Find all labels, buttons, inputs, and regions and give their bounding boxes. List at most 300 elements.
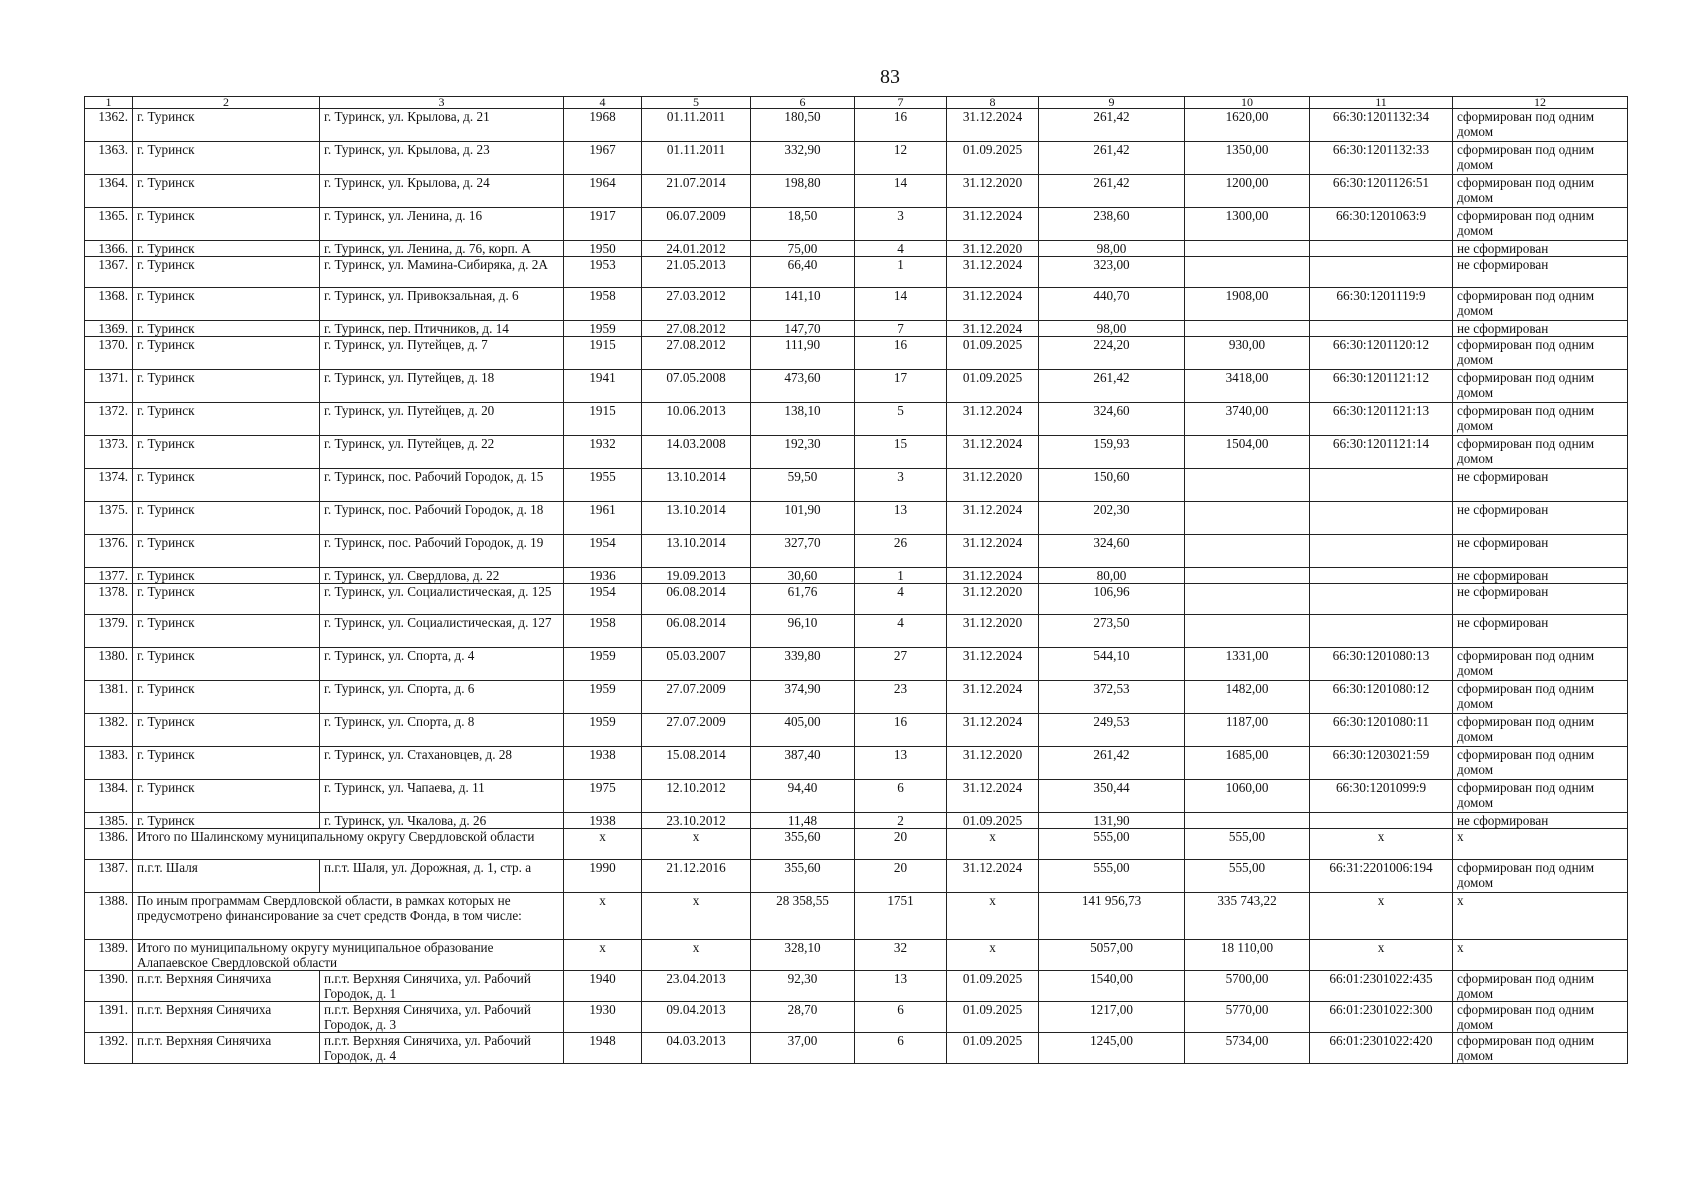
table-row (85, 502, 1628, 535)
value-10-cell: 930,00 (1185, 337, 1310, 370)
value-10-cell (1185, 615, 1310, 648)
cadastral-number-cell: 66:30:1201120:12 (1310, 337, 1453, 370)
area-cell: 61,76 (751, 584, 855, 615)
date-cell: 21.12.2016 (642, 860, 751, 893)
residents-cell: 16 (855, 109, 947, 142)
address-cell: г. Туринск, ул. Мамина-Сибиряка, д. 2А (320, 257, 564, 288)
value-9-cell: 150,60 (1039, 469, 1185, 502)
value-10-cell (1185, 584, 1310, 615)
value-10-cell: 5770,00 (1185, 1002, 1310, 1033)
year-cell: 1959 (564, 714, 642, 747)
year-cell: 1954 (564, 535, 642, 568)
year-cell: 1938 (564, 747, 642, 780)
row-number-cell: 1377. (85, 568, 133, 584)
row-number-cell: 1391. (85, 1002, 133, 1033)
cadastral-number-cell: 66:30:1201080:12 (1310, 681, 1453, 714)
residents-cell: 7 (855, 321, 947, 337)
row-number-cell: 1373. (85, 436, 133, 469)
residents-cell: 4 (855, 241, 947, 257)
value-9-cell: 261,42 (1039, 747, 1185, 780)
housing-register-table (84, 96, 1628, 1064)
table-row (85, 714, 1628, 747)
column-header: 6 (751, 97, 855, 109)
residents-cell: 17 (855, 370, 947, 403)
residents-cell: 15 (855, 436, 947, 469)
status-cell: сформирован под одним домом (1453, 109, 1628, 142)
deadline-cell: x (947, 829, 1039, 860)
row-number-cell: 1376. (85, 535, 133, 568)
table-row (85, 1002, 1628, 1033)
row-number-cell: 1389. (85, 940, 133, 971)
value-10-cell: 555,00 (1185, 829, 1310, 860)
deadline-cell: 01.09.2025 (947, 370, 1039, 403)
residents-cell: 4 (855, 584, 947, 615)
row-number-cell: 1378. (85, 584, 133, 615)
value-10-cell: 18 110,00 (1185, 940, 1310, 971)
year-cell: 1936 (564, 568, 642, 584)
cadastral-number-cell (1310, 469, 1453, 502)
locality-cell: п.г.т. Верхняя Синячиха (133, 971, 320, 1002)
value-9-cell: 261,42 (1039, 109, 1185, 142)
row-number-cell: 1371. (85, 370, 133, 403)
date-cell: 23.10.2012 (642, 813, 751, 829)
area-cell: 111,90 (751, 337, 855, 370)
status-cell: сформирован под одним домом (1453, 142, 1628, 175)
address-cell: г. Туринск, пер. Птичников, д. 14 (320, 321, 564, 337)
locality-cell: г. Туринск (133, 321, 320, 337)
cadastral-number-cell: 66:01:2301022:300 (1310, 1002, 1453, 1033)
value-9-cell: 5057,00 (1039, 940, 1185, 971)
value-10-cell (1185, 257, 1310, 288)
locality-cell: г. Туринск (133, 681, 320, 714)
row-number-cell: 1372. (85, 403, 133, 436)
date-cell: 04.03.2013 (642, 1033, 751, 1064)
residents-cell: 4 (855, 615, 947, 648)
address-cell: г. Туринск, ул. Крылова, д. 21 (320, 109, 564, 142)
value-9-cell: 555,00 (1039, 829, 1185, 860)
date-cell: 07.05.2008 (642, 370, 751, 403)
value-9-cell: 324,60 (1039, 403, 1185, 436)
row-number-cell: 1375. (85, 502, 133, 535)
deadline-cell: 31.12.2024 (947, 321, 1039, 337)
row-number-cell: 1370. (85, 337, 133, 370)
locality-cell: г. Туринск (133, 142, 320, 175)
deadline-cell: 31.12.2020 (947, 469, 1039, 502)
status-cell: сформирован под одним домом (1453, 288, 1628, 321)
address-cell: г. Туринск, ул. Спорта, д. 6 (320, 681, 564, 714)
deadline-cell: 31.12.2024 (947, 535, 1039, 568)
value-9-cell: 80,00 (1039, 568, 1185, 584)
status-cell: сформирован под одним домом (1453, 370, 1628, 403)
table-body (85, 97, 1628, 1064)
area-cell: 328,10 (751, 940, 855, 971)
value-9-cell: 324,60 (1039, 535, 1185, 568)
column-header: 7 (855, 97, 947, 109)
cadastral-number-cell: 66:30:1201121:12 (1310, 370, 1453, 403)
table-row (85, 142, 1628, 175)
deadline-cell: x (947, 940, 1039, 971)
locality-cell: г. Туринск (133, 615, 320, 648)
year-cell: 1917 (564, 208, 642, 241)
row-number-cell: 1369. (85, 321, 133, 337)
residents-cell: 26 (855, 535, 947, 568)
deadline-cell: 01.09.2025 (947, 813, 1039, 829)
row-number-cell: 1383. (85, 747, 133, 780)
residents-cell: 16 (855, 337, 947, 370)
date-cell: 13.10.2014 (642, 469, 751, 502)
table-row (85, 370, 1628, 403)
status-cell: сформирован под одним домом (1453, 1002, 1628, 1033)
locality-cell: г. Туринск (133, 257, 320, 288)
value-10-cell: 1331,00 (1185, 648, 1310, 681)
cadastral-number-cell (1310, 321, 1453, 337)
table-row (85, 241, 1628, 257)
status-cell: сформирован под одним домом (1453, 648, 1628, 681)
status-cell: не сформирован (1453, 321, 1628, 337)
date-cell: 06.08.2014 (642, 615, 751, 648)
deadline-cell: 01.09.2025 (947, 337, 1039, 370)
row-number-cell: 1390. (85, 971, 133, 1002)
row-number-cell: 1368. (85, 288, 133, 321)
residents-cell: 6 (855, 1002, 947, 1033)
table-row (85, 175, 1628, 208)
cadastral-number-cell: x (1310, 940, 1453, 971)
deadline-cell: 31.12.2024 (947, 208, 1039, 241)
area-cell: 28 358,55 (751, 893, 855, 940)
value-10-cell: 5734,00 (1185, 1033, 1310, 1064)
locality-cell: г. Туринск (133, 502, 320, 535)
locality-cell: г. Туринск (133, 747, 320, 780)
residents-cell: 1751 (855, 893, 947, 940)
date-cell: 14.03.2008 (642, 436, 751, 469)
residents-cell: 6 (855, 780, 947, 813)
deadline-cell: 31.12.2024 (947, 502, 1039, 535)
year-cell: 1959 (564, 681, 642, 714)
year-cell: x (564, 940, 642, 971)
cadastral-number-cell (1310, 241, 1453, 257)
deadline-cell: 31.12.2024 (947, 780, 1039, 813)
table-row (85, 109, 1628, 142)
page-number: 83 (880, 66, 900, 88)
status-cell: x (1453, 829, 1628, 860)
status-cell: сформирован под одним домом (1453, 436, 1628, 469)
address-cell: г. Туринск, ул. Ленина, д. 16 (320, 208, 564, 241)
address-cell: г. Туринск, ул. Стахановцев, д. 28 (320, 747, 564, 780)
cadastral-number-cell: x (1310, 829, 1453, 860)
row-number-cell: 1381. (85, 681, 133, 714)
year-cell: 1950 (564, 241, 642, 257)
address-cell: п.г.т. Шаля, ул. Дорожная, д. 1, стр. а (320, 860, 564, 893)
table-row (85, 893, 1628, 940)
row-number-cell: 1392. (85, 1033, 133, 1064)
cadastral-number-cell (1310, 584, 1453, 615)
deadline-cell: 31.12.2020 (947, 584, 1039, 615)
status-cell: не сформирован (1453, 813, 1628, 829)
row-number-cell: 1366. (85, 241, 133, 257)
area-cell: 18,50 (751, 208, 855, 241)
residents-cell: 32 (855, 940, 947, 971)
date-cell: 13.10.2014 (642, 535, 751, 568)
status-cell: не сформирован (1453, 469, 1628, 502)
area-cell: 92,30 (751, 971, 855, 1002)
deadline-cell: 01.09.2025 (947, 1002, 1039, 1033)
year-cell: 1958 (564, 615, 642, 648)
area-cell: 28,70 (751, 1002, 855, 1033)
address-cell: г. Туринск, ул. Спорта, д. 4 (320, 648, 564, 681)
table-row (85, 257, 1628, 288)
year-cell: 1955 (564, 469, 642, 502)
status-cell: сформирован под одним домом (1453, 175, 1628, 208)
locality-cell: г. Туринск (133, 436, 320, 469)
row-number-cell: 1385. (85, 813, 133, 829)
status-cell: сформирован под одним домом (1453, 971, 1628, 1002)
table-row (85, 747, 1628, 780)
residents-cell: 27 (855, 648, 947, 681)
deadline-cell: x (947, 893, 1039, 940)
residents-cell: 14 (855, 288, 947, 321)
address-cell: г. Туринск, ул. Чкалова, д. 26 (320, 813, 564, 829)
cadastral-number-cell (1310, 568, 1453, 584)
status-cell: не сформирован (1453, 257, 1628, 288)
row-number-cell: 1363. (85, 142, 133, 175)
year-cell: x (564, 893, 642, 940)
cadastral-number-cell (1310, 615, 1453, 648)
deadline-cell: 31.12.2020 (947, 615, 1039, 648)
status-cell: x (1453, 893, 1628, 940)
deadline-cell: 31.12.2024 (947, 860, 1039, 893)
table-row (85, 615, 1628, 648)
date-cell: 01.11.2011 (642, 109, 751, 142)
address-cell: г. Туринск, ул. Путейцев, д. 20 (320, 403, 564, 436)
cadastral-number-cell: 66:30:1201121:13 (1310, 403, 1453, 436)
year-cell: 1930 (564, 1002, 642, 1033)
residents-cell: 5 (855, 403, 947, 436)
deadline-cell: 01.09.2025 (947, 971, 1039, 1002)
table-row (85, 337, 1628, 370)
date-cell: x (642, 940, 751, 971)
value-9-cell: 323,00 (1039, 257, 1185, 288)
residents-cell: 1 (855, 568, 947, 584)
address-cell: г. Туринск, пос. Рабочий Городок, д. 18 (320, 502, 564, 535)
area-cell: 96,10 (751, 615, 855, 648)
date-cell: 21.05.2013 (642, 257, 751, 288)
value-9-cell: 372,53 (1039, 681, 1185, 714)
deadline-cell: 31.12.2024 (947, 714, 1039, 747)
date-cell: 27.08.2012 (642, 321, 751, 337)
area-cell: 59,50 (751, 469, 855, 502)
column-header: 10 (1185, 97, 1310, 109)
area-cell: 355,60 (751, 860, 855, 893)
cadastral-number-cell: 66:30:1201132:34 (1310, 109, 1453, 142)
status-cell: не сформирован (1453, 584, 1628, 615)
year-cell: 1940 (564, 971, 642, 1002)
table-row (85, 208, 1628, 241)
value-10-cell (1185, 535, 1310, 568)
cadastral-number-cell (1310, 502, 1453, 535)
year-cell: 1915 (564, 337, 642, 370)
cadastral-number-cell: 66:30:1203021:59 (1310, 747, 1453, 780)
residents-cell: 2 (855, 813, 947, 829)
year-cell: 1932 (564, 436, 642, 469)
table-row (85, 829, 1628, 860)
value-9-cell: 440,70 (1039, 288, 1185, 321)
year-cell: 1959 (564, 648, 642, 681)
deadline-cell: 31.12.2024 (947, 681, 1039, 714)
value-9-cell: 98,00 (1039, 241, 1185, 257)
area-cell: 141,10 (751, 288, 855, 321)
column-header: 3 (320, 97, 564, 109)
value-10-cell: 1620,00 (1185, 109, 1310, 142)
date-cell: 06.07.2009 (642, 208, 751, 241)
value-10-cell (1185, 813, 1310, 829)
status-cell: сформирован под одним домом (1453, 714, 1628, 747)
table-row (85, 403, 1628, 436)
value-9-cell: 555,00 (1039, 860, 1185, 893)
status-cell: сформирован под одним домом (1453, 860, 1628, 893)
table-row (85, 648, 1628, 681)
summary-label-cell: Итого по муниципальному округу муниципальное образование Алапаевское Свердловской области (133, 940, 564, 971)
residents-cell: 13 (855, 747, 947, 780)
value-9-cell: 202,30 (1039, 502, 1185, 535)
locality-cell: г. Туринск (133, 813, 320, 829)
address-cell: г. Туринск, пос. Рабочий Городок, д. 15 (320, 469, 564, 502)
row-number-cell: 1374. (85, 469, 133, 502)
deadline-cell: 31.12.2024 (947, 436, 1039, 469)
area-cell: 405,00 (751, 714, 855, 747)
status-cell: не сформирован (1453, 241, 1628, 257)
area-cell: 198,80 (751, 175, 855, 208)
value-9-cell: 131,90 (1039, 813, 1185, 829)
locality-cell: г. Туринск (133, 568, 320, 584)
residents-cell: 12 (855, 142, 947, 175)
value-9-cell: 106,96 (1039, 584, 1185, 615)
status-cell: сформирован под одним домом (1453, 681, 1628, 714)
address-cell: г. Туринск, ул. Путейцев, д. 18 (320, 370, 564, 403)
date-cell: 05.03.2007 (642, 648, 751, 681)
date-cell: 19.09.2013 (642, 568, 751, 584)
date-cell: 01.11.2011 (642, 142, 751, 175)
value-10-cell (1185, 568, 1310, 584)
value-10-cell: 1685,00 (1185, 747, 1310, 780)
value-9-cell: 544,10 (1039, 648, 1185, 681)
address-cell: п.г.т. Верхняя Синячиха, ул. Рабочий Городок, д. 4 (320, 1033, 564, 1064)
area-cell: 101,90 (751, 502, 855, 535)
value-9-cell: 1540,00 (1039, 971, 1185, 1002)
value-10-cell: 3740,00 (1185, 403, 1310, 436)
table-row (85, 288, 1628, 321)
year-cell: 1915 (564, 403, 642, 436)
locality-cell: г. Туринск (133, 175, 320, 208)
column-header: 11 (1310, 97, 1453, 109)
status-cell: не сформирован (1453, 615, 1628, 648)
date-cell: 27.03.2012 (642, 288, 751, 321)
value-10-cell (1185, 321, 1310, 337)
year-cell: 1961 (564, 502, 642, 535)
locality-cell: г. Туринск (133, 109, 320, 142)
table-row (85, 584, 1628, 615)
locality-cell: г. Туринск (133, 648, 320, 681)
status-cell: не сформирован (1453, 535, 1628, 568)
area-cell: 339,80 (751, 648, 855, 681)
row-number-cell: 1367. (85, 257, 133, 288)
row-number-cell: 1364. (85, 175, 133, 208)
value-9-cell: 1245,00 (1039, 1033, 1185, 1064)
column-header: 2 (133, 97, 320, 109)
cadastral-number-cell: 66:30:1201121:14 (1310, 436, 1453, 469)
residents-cell: 16 (855, 714, 947, 747)
area-cell: 30,60 (751, 568, 855, 584)
date-cell: 21.07.2014 (642, 175, 751, 208)
area-cell: 66,40 (751, 257, 855, 288)
residents-cell: 13 (855, 502, 947, 535)
area-cell: 138,10 (751, 403, 855, 436)
cadastral-number-cell (1310, 813, 1453, 829)
value-9-cell: 238,60 (1039, 208, 1185, 241)
address-cell: п.г.т. Верхняя Синячиха, ул. Рабочий Городок, д. 1 (320, 971, 564, 1002)
cadastral-number-cell: 66:30:1201063:9 (1310, 208, 1453, 241)
address-cell: г. Туринск, ул. Социалистическая, д. 127 (320, 615, 564, 648)
column-header: 12 (1453, 97, 1628, 109)
value-10-cell: 555,00 (1185, 860, 1310, 893)
address-cell: п.г.т. Верхняя Синячиха, ул. Рабочий Городок, д. 3 (320, 1002, 564, 1033)
column-header: 4 (564, 97, 642, 109)
column-number-row (85, 97, 1628, 109)
value-9-cell: 261,42 (1039, 142, 1185, 175)
address-cell: г. Туринск, пос. Рабочий Городок, д. 19 (320, 535, 564, 568)
value-10-cell: 1504,00 (1185, 436, 1310, 469)
date-cell: 10.06.2013 (642, 403, 751, 436)
status-cell: не сформирован (1453, 568, 1628, 584)
table-row (85, 681, 1628, 714)
value-10-cell: 1187,00 (1185, 714, 1310, 747)
row-number-cell: 1387. (85, 860, 133, 893)
deadline-cell: 31.12.2024 (947, 109, 1039, 142)
value-9-cell: 273,50 (1039, 615, 1185, 648)
row-number-cell: 1379. (85, 615, 133, 648)
value-9-cell: 350,44 (1039, 780, 1185, 813)
year-cell: 1941 (564, 370, 642, 403)
value-10-cell: 1300,00 (1185, 208, 1310, 241)
residents-cell: 3 (855, 469, 947, 502)
address-cell: г. Туринск, ул. Путейцев, д. 7 (320, 337, 564, 370)
year-cell: 1959 (564, 321, 642, 337)
table-row (85, 535, 1628, 568)
cadastral-number-cell: x (1310, 893, 1453, 940)
locality-cell: г. Туринск (133, 337, 320, 370)
value-10-cell (1185, 241, 1310, 257)
locality-cell: п.г.т. Шаля (133, 860, 320, 893)
residents-cell: 1 (855, 257, 947, 288)
locality-cell: г. Туринск (133, 469, 320, 502)
status-cell: сформирован под одним домом (1453, 208, 1628, 241)
area-cell: 374,90 (751, 681, 855, 714)
value-10-cell: 335 743,22 (1185, 893, 1310, 940)
address-cell: г. Туринск, ул. Путейцев, д. 22 (320, 436, 564, 469)
cadastral-number-cell: 66:30:1201080:11 (1310, 714, 1453, 747)
cadastral-number-cell: 66:01:2301022:435 (1310, 971, 1453, 1002)
residents-cell: 20 (855, 829, 947, 860)
deadline-cell: 01.09.2025 (947, 1033, 1039, 1064)
table-row (85, 1033, 1628, 1064)
date-cell: 12.10.2012 (642, 780, 751, 813)
date-cell: 27.08.2012 (642, 337, 751, 370)
locality-cell: г. Туринск (133, 584, 320, 615)
status-cell: сформирован под одним домом (1453, 780, 1628, 813)
value-9-cell: 249,53 (1039, 714, 1185, 747)
status-cell: сформирован под одним домом (1453, 1033, 1628, 1064)
area-cell: 94,40 (751, 780, 855, 813)
area-cell: 37,00 (751, 1033, 855, 1064)
